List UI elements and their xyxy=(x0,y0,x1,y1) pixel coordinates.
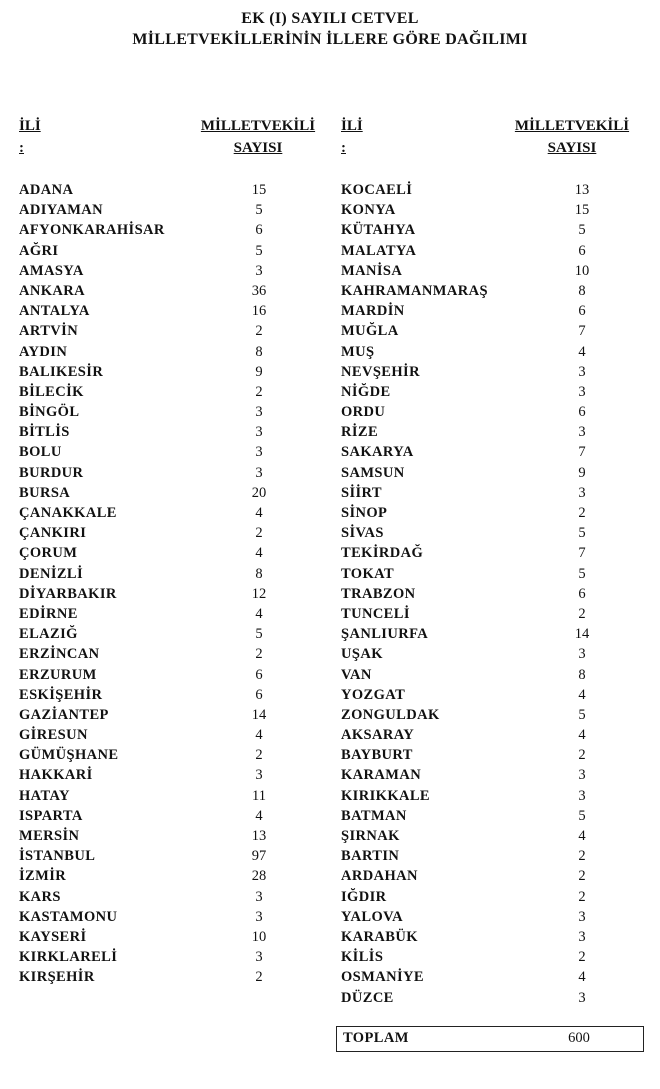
deputy-count: 5 xyxy=(255,626,263,643)
province-name: KIRŞEHİR xyxy=(19,969,95,986)
table-row xyxy=(341,180,641,200)
table-row xyxy=(19,907,319,927)
table-row xyxy=(341,483,641,503)
table-row xyxy=(341,402,641,422)
province-name: MALATYA xyxy=(341,242,417,259)
table-row xyxy=(19,765,319,785)
province-name: BURDUR xyxy=(19,464,84,481)
province-name: MUĞLA xyxy=(341,323,399,340)
table-row xyxy=(341,220,641,240)
deputy-count: 4 xyxy=(578,828,586,844)
deputy-count: 2 xyxy=(578,888,586,905)
table-row xyxy=(19,826,319,846)
province-name: BARTIN xyxy=(341,848,400,865)
province-name: AMASYA xyxy=(19,262,84,279)
province-name: YALOVA xyxy=(341,908,404,925)
deputy-count: 8 xyxy=(255,343,263,360)
deputy-count: 10 xyxy=(251,928,267,945)
deputy-count: 6 xyxy=(255,686,263,703)
province-name: SİİRT xyxy=(341,484,382,501)
table-row xyxy=(341,200,641,220)
province-name: ADANA xyxy=(19,182,74,198)
province-name: MERSİN xyxy=(19,828,80,844)
table-row xyxy=(19,846,319,866)
province-name: ARDAHAN xyxy=(341,868,418,885)
table-row xyxy=(19,564,319,584)
province-name: ERZURUM xyxy=(19,666,97,683)
table-row xyxy=(19,523,319,543)
province-name: DENİZLİ xyxy=(19,565,84,582)
deputy-count: 3 xyxy=(578,989,586,1006)
deputy-count: 16 xyxy=(251,303,267,320)
deputy-count: 2 xyxy=(578,848,586,865)
deputy-count: 8 xyxy=(255,565,263,582)
deputy-count: 4 xyxy=(578,727,586,744)
province-name: ISPARTA xyxy=(19,807,83,824)
province-name: UŞAK xyxy=(341,646,383,663)
table-row xyxy=(341,866,641,886)
table-row xyxy=(341,745,641,765)
table-row xyxy=(19,442,319,462)
province-name: MARDİN xyxy=(341,303,405,320)
table-row xyxy=(19,725,319,745)
table-row xyxy=(19,887,319,907)
table-row xyxy=(341,463,641,483)
province-name: KIRIKKALE xyxy=(341,787,431,804)
province-name: BURSA xyxy=(19,484,71,501)
table-row xyxy=(341,826,641,846)
table-row xyxy=(19,806,319,826)
deputy-count: 7 xyxy=(578,444,586,461)
deputy-count: 7 xyxy=(578,323,586,340)
province-name: ORDU xyxy=(341,404,386,421)
deputy-count: 2 xyxy=(578,505,586,521)
province-name: ÇANKIRI xyxy=(19,525,87,542)
deputy-count: 5 xyxy=(578,222,586,239)
deputy-count: 4 xyxy=(578,686,586,703)
province-name: GAZİANTEP xyxy=(19,706,109,723)
province-name: DÜZCE xyxy=(341,989,394,1006)
table-row xyxy=(19,362,319,382)
province-name: NİĞDE xyxy=(341,383,391,400)
table-row xyxy=(19,483,319,503)
province-name: HAKKARİ xyxy=(19,767,93,784)
deputy-count: 6 xyxy=(578,242,586,259)
table-row xyxy=(341,584,641,604)
deputy-count: 11 xyxy=(252,787,266,804)
table-row xyxy=(19,786,319,806)
table-row xyxy=(341,967,641,987)
deputy-count: 5 xyxy=(578,525,586,542)
table-row xyxy=(341,301,641,321)
province-name: ANKARA xyxy=(19,282,86,299)
table-row xyxy=(19,745,319,765)
deputy-count: 8 xyxy=(578,282,586,299)
table-row xyxy=(19,241,319,261)
deputy-count: 13 xyxy=(574,182,590,198)
table-row xyxy=(341,604,641,624)
table-row xyxy=(19,705,319,725)
deputy-count: 36 xyxy=(251,282,267,299)
table-row xyxy=(19,644,319,664)
table-row xyxy=(341,887,641,907)
province-name: ŞIRNAK xyxy=(341,828,400,844)
deputy-count: 7 xyxy=(578,545,586,562)
table-row xyxy=(341,503,641,523)
deputy-count: 5 xyxy=(255,242,263,259)
province-name: KARS xyxy=(19,888,61,905)
table-row xyxy=(341,806,641,826)
deputy-count: 3 xyxy=(255,424,263,441)
deputy-count: 5 xyxy=(578,565,586,582)
table-row xyxy=(341,947,641,967)
province-name: MANİSA xyxy=(341,262,403,279)
table-row xyxy=(19,967,319,987)
table-row xyxy=(341,442,641,462)
province-name: AKSARAY xyxy=(341,727,415,744)
province-name: TUNCELİ xyxy=(341,605,410,622)
table-row xyxy=(19,402,319,422)
table-row xyxy=(19,866,319,886)
total-label: TOPLAM xyxy=(343,1030,409,1046)
table-row xyxy=(19,261,319,281)
deputy-count: 2 xyxy=(255,969,263,986)
province-name: SAKARYA xyxy=(341,444,414,461)
document-title: EK (I) SAYILI CETVEL xyxy=(241,10,419,27)
province-name: BİTLİS xyxy=(19,424,70,441)
province-name: ŞANLIURFA xyxy=(341,626,429,643)
deputy-count: 6 xyxy=(578,585,586,602)
province-name: ANTALYA xyxy=(19,303,90,320)
table-row xyxy=(341,927,641,947)
province-name: KARAMAN xyxy=(341,767,422,784)
province-name: BALIKESİR xyxy=(19,363,104,380)
right-province-list xyxy=(341,180,641,1008)
province-name: BATMAN xyxy=(341,807,407,824)
province-name: DİYARBAKIR xyxy=(19,585,117,602)
table-row xyxy=(19,220,319,240)
deputy-count: 4 xyxy=(255,807,263,824)
deputy-count: 12 xyxy=(251,585,267,602)
province-name: İSTANBUL xyxy=(19,848,96,865)
province-name: KOCAELİ xyxy=(341,182,413,198)
deputy-count: 3 xyxy=(255,767,263,784)
province-name: ELAZIĞ xyxy=(19,626,78,643)
deputy-count: 10 xyxy=(574,262,590,279)
deputy-count: 9 xyxy=(578,464,586,481)
province-name: RİZE xyxy=(341,424,379,441)
deputy-count: 28 xyxy=(251,868,267,885)
deputy-count: 4 xyxy=(255,605,263,622)
table-row xyxy=(341,846,641,866)
deputy-count: 2 xyxy=(255,323,263,340)
deputy-count: 14 xyxy=(574,626,590,643)
deputy-count: 3 xyxy=(578,928,586,945)
province-name: EDİRNE xyxy=(19,605,78,622)
deputy-count: 3 xyxy=(578,363,586,380)
deputy-count: 2 xyxy=(255,646,263,663)
deputy-count: 2 xyxy=(255,747,263,764)
province-name: BİLECİK xyxy=(19,383,84,400)
province-name: TOKAT xyxy=(341,565,395,582)
total-value: 600 xyxy=(568,1030,590,1046)
deputy-count: 9 xyxy=(255,363,263,380)
right-il-header: İLİ xyxy=(341,118,363,134)
table-row xyxy=(19,604,319,624)
deputy-count: 6 xyxy=(255,222,263,239)
right-il-header-colon: : xyxy=(341,140,346,156)
province-name: YOZGAT xyxy=(341,686,406,703)
province-name: GÜMÜŞHANE xyxy=(19,747,119,764)
deputy-count: 3 xyxy=(578,484,586,501)
left-count-header: MİLLETVEKİLİ xyxy=(200,118,316,134)
province-name: KONYA xyxy=(341,202,396,219)
table-row xyxy=(341,523,641,543)
province-name: BAYBURT xyxy=(341,747,413,764)
table-row xyxy=(341,786,641,806)
table-row xyxy=(341,362,641,382)
deputy-count: 2 xyxy=(578,747,586,764)
province-name: KİLİS xyxy=(341,949,384,966)
table-row xyxy=(341,422,641,442)
table-row xyxy=(341,342,641,362)
table-row xyxy=(19,463,319,483)
table-row xyxy=(19,321,319,341)
province-name: ESKİŞEHİR xyxy=(19,686,103,703)
province-name: KASTAMONU xyxy=(19,908,118,925)
table-row xyxy=(341,543,641,563)
deputy-count: 20 xyxy=(251,484,267,501)
table-row xyxy=(19,503,319,523)
right-count-header-line2: SAYISI xyxy=(547,140,597,156)
deputy-count: 5 xyxy=(578,807,586,824)
table-row xyxy=(19,180,319,200)
deputy-count: 3 xyxy=(255,444,263,461)
province-name: SAMSUN xyxy=(341,464,405,481)
province-name: İZMİR xyxy=(19,868,67,885)
deputy-count: 13 xyxy=(251,828,267,844)
province-name: HATAY xyxy=(19,787,70,804)
table-row xyxy=(341,281,641,301)
deputy-count: 6 xyxy=(255,666,263,683)
table-row xyxy=(19,927,319,947)
deputy-count: 3 xyxy=(578,767,586,784)
deputy-count: 3 xyxy=(255,949,263,966)
deputy-count: 14 xyxy=(251,706,267,723)
province-name: KAYSERİ xyxy=(19,928,87,945)
province-name: ÇANAKKALE xyxy=(19,505,117,521)
table-row xyxy=(19,422,319,442)
deputy-count: 97 xyxy=(251,848,267,865)
deputy-count: 6 xyxy=(578,303,586,320)
table-row xyxy=(341,382,641,402)
deputy-count: 8 xyxy=(578,666,586,683)
province-name: NEVŞEHİR xyxy=(341,363,420,380)
province-name: ERZİNCAN xyxy=(19,646,100,663)
province-name: OSMANİYE xyxy=(341,969,424,986)
left-il-header-colon: : xyxy=(19,140,24,156)
province-name: BİNGÖL xyxy=(19,404,80,421)
table-row xyxy=(341,624,641,644)
province-name: KÜTAHYA xyxy=(341,222,416,239)
table-row xyxy=(19,281,319,301)
deputy-count: 2 xyxy=(255,525,263,542)
table-row xyxy=(19,624,319,644)
table-row xyxy=(19,200,319,220)
total-box xyxy=(336,1026,644,1052)
table-row xyxy=(19,543,319,563)
province-name: TRABZON xyxy=(341,585,416,602)
province-name: ADIYAMAN xyxy=(19,202,104,219)
province-name: KARABÜK xyxy=(341,928,418,945)
deputy-count: 15 xyxy=(251,182,267,198)
deputy-count: 3 xyxy=(578,646,586,663)
deputy-count: 3 xyxy=(255,464,263,481)
deputy-count: 3 xyxy=(578,383,586,400)
deputy-count: 3 xyxy=(578,787,586,804)
left-count-header-line2: SAYISI xyxy=(233,140,283,156)
province-name: GİRESUN xyxy=(19,727,88,744)
document-subtitle: MİLLETVEKİLLERİNİN İLLERE GÖRE DAĞILIMI xyxy=(132,31,528,48)
table-row xyxy=(19,947,319,967)
table-row xyxy=(341,644,641,664)
table-row xyxy=(19,685,319,705)
table-row xyxy=(341,665,641,685)
province-name: SİNOP xyxy=(341,505,388,521)
left-province-list xyxy=(19,180,319,988)
province-name: AFYONKARAHİSAR xyxy=(19,222,165,239)
table-row xyxy=(341,765,641,785)
table-row xyxy=(19,301,319,321)
province-name: ÇORUM xyxy=(19,545,78,562)
province-name: VAN xyxy=(341,666,372,683)
province-name: ARTVİN xyxy=(19,323,79,340)
province-name: MUŞ xyxy=(341,343,375,360)
table-row xyxy=(19,665,319,685)
table-row xyxy=(341,564,641,584)
table-row xyxy=(19,342,319,362)
table-row xyxy=(341,907,641,927)
table-row xyxy=(341,685,641,705)
province-name: BOLU xyxy=(19,444,62,461)
deputy-count: 5 xyxy=(578,706,586,723)
province-name: TEKİRDAĞ xyxy=(341,545,424,562)
deputy-count: 4 xyxy=(255,505,263,521)
deputy-count: 2 xyxy=(578,605,586,622)
province-name: AĞRI xyxy=(19,242,59,259)
deputy-count: 15 xyxy=(574,202,590,219)
table-row xyxy=(341,321,641,341)
deputy-count: 3 xyxy=(578,424,586,441)
deputy-count: 4 xyxy=(255,545,263,562)
left-il-header: İLİ xyxy=(19,118,41,134)
deputy-count: 4 xyxy=(578,969,586,986)
deputy-count: 3 xyxy=(255,908,263,925)
deputy-count: 4 xyxy=(578,343,586,360)
table-row xyxy=(19,584,319,604)
table-row xyxy=(19,382,319,402)
deputy-count: 3 xyxy=(255,404,263,421)
deputy-count: 5 xyxy=(255,202,263,219)
province-name: SİVAS xyxy=(341,525,384,542)
deputy-count: 2 xyxy=(578,949,586,966)
deputy-count: 2 xyxy=(255,383,263,400)
table-row xyxy=(341,241,641,261)
table-row xyxy=(341,988,641,1008)
province-name: IĞDIR xyxy=(341,888,387,905)
deputy-count: 3 xyxy=(578,908,586,925)
province-name: AYDIN xyxy=(19,343,68,360)
right-count-header: MİLLETVEKİLİ xyxy=(514,118,630,134)
deputy-count: 4 xyxy=(255,727,263,744)
deputy-count: 6 xyxy=(578,404,586,421)
deputy-count: 3 xyxy=(255,888,263,905)
table-row xyxy=(341,705,641,725)
deputy-count: 2 xyxy=(578,868,586,885)
table-row xyxy=(341,725,641,745)
province-name: ZONGULDAK xyxy=(341,706,440,723)
province-name: KAHRAMANMARAŞ xyxy=(341,282,488,299)
province-name: KIRKLARELİ xyxy=(19,949,118,966)
deputy-count: 3 xyxy=(255,262,263,279)
table-row xyxy=(341,261,641,281)
